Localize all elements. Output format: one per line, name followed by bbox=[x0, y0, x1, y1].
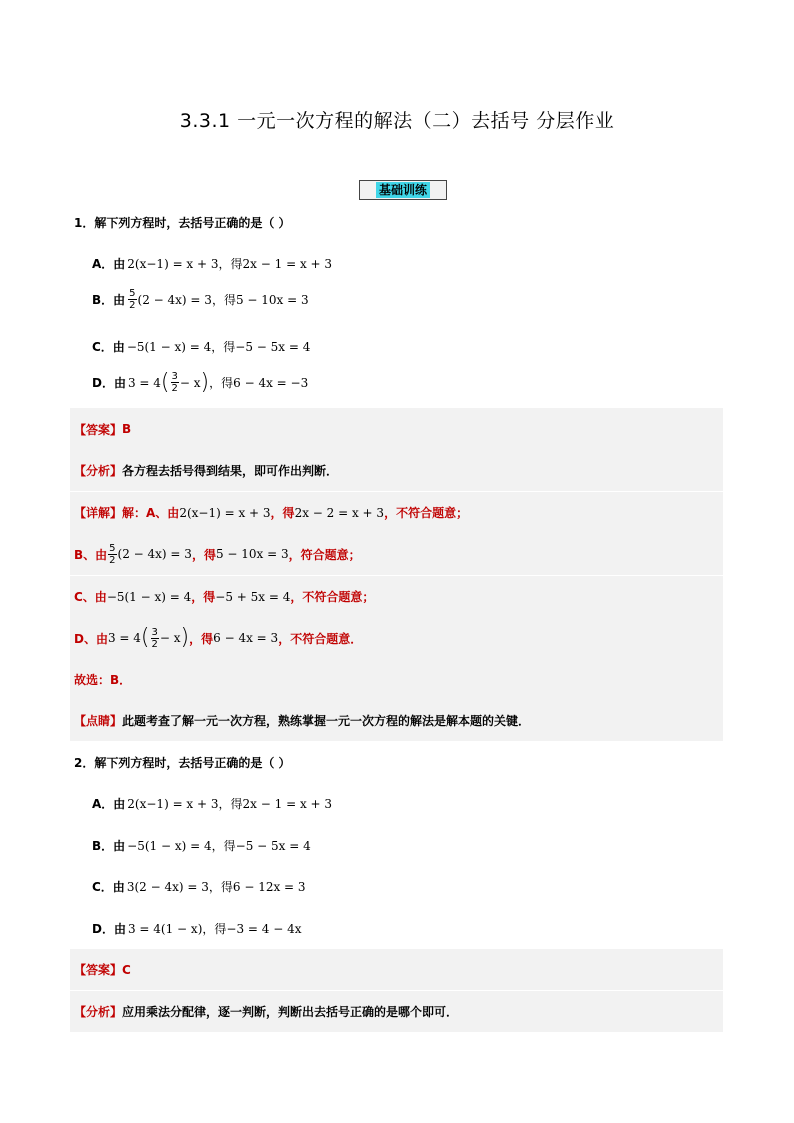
choice-tag: 故选： bbox=[74, 673, 111, 687]
q2-option-c-label: C．由 bbox=[92, 880, 125, 894]
answer-value: B bbox=[122, 422, 132, 436]
detail-b-sep: ，得 bbox=[191, 547, 216, 562]
answer-tag: 【答案】 bbox=[74, 422, 123, 437]
detail-c-pre: C、由 bbox=[74, 590, 107, 604]
detail-c-result: −5 + 5x = 4 bbox=[215, 589, 291, 604]
q1-option-a-label: A．由 bbox=[92, 257, 126, 271]
question-1-stem: 1．解下列方程时，去括号正确的是（ ） bbox=[74, 216, 291, 230]
right-paren: ) bbox=[200, 369, 210, 395]
fraction-numerator: 3 bbox=[171, 371, 178, 382]
detail-a-post: ，不符合题意； bbox=[384, 506, 469, 520]
detail-b-fraction bbox=[108, 543, 116, 566]
q1-option-a-result: 2x − 1 = x + 3 bbox=[242, 256, 333, 271]
choice-value: B． bbox=[110, 673, 132, 687]
left-paren: ( bbox=[160, 369, 170, 395]
section-badge-label: 基础训练 bbox=[376, 182, 430, 198]
q2-option-a-equation: 2(x−1) = x + 3 bbox=[127, 796, 219, 811]
q1-option-c bbox=[92, 338, 310, 355]
detail-c-sep: ，得 bbox=[191, 590, 216, 604]
detail-a-result: 2x − 2 = x + 3 bbox=[294, 505, 385, 520]
section-badge bbox=[359, 180, 447, 200]
q1-option-d-lhs: 3 = 4 bbox=[127, 375, 161, 390]
analysis-tag: 【分析】 bbox=[74, 464, 123, 478]
q2-analysis-row bbox=[70, 991, 723, 1032]
q2-answer-row bbox=[70, 949, 723, 990]
detail-d-result: 6 − 4x = 3 bbox=[213, 631, 279, 645]
q2-option-a-sep: ，得 bbox=[218, 797, 243, 811]
fraction-numerator: 3 bbox=[151, 626, 158, 638]
q1-option-a-equation: 2(x−1) = x + 3 bbox=[127, 256, 219, 271]
q2-option-b-sep: ，得 bbox=[211, 839, 236, 853]
q2-option-a-result: 2x − 1 = x + 3 bbox=[242, 796, 333, 811]
q1-option-c-label: C．由 bbox=[92, 340, 125, 354]
comment-tag: 【点睛】 bbox=[74, 714, 123, 728]
fraction-numerator: 5 bbox=[129, 288, 136, 299]
q1-option-d-sep: ，得 bbox=[209, 376, 234, 390]
left-paren: ( bbox=[140, 625, 150, 650]
q2-option-c-sep: ，得 bbox=[208, 880, 233, 894]
q1-option-c-equation: −5(1 − x) = 4 bbox=[126, 339, 212, 354]
detail-b-equation: (2 − 4x) = 3 bbox=[117, 547, 192, 561]
detail-d-post: ，不符合题意． bbox=[278, 631, 363, 646]
fraction-denominator: 2 bbox=[129, 300, 136, 311]
question-2-stem: 2．解下列方程时，去括号正确的是（ ） bbox=[74, 756, 291, 770]
q2-option-c-equation: 3(2 − 4x) = 3 bbox=[126, 879, 209, 894]
q1-option-d-label: D．由 bbox=[92, 376, 126, 390]
fraction-denominator: 2 bbox=[109, 554, 116, 566]
q2-option-d-label: D．由 bbox=[92, 922, 126, 936]
q2-option-b-result: −5 − 5x = 4 bbox=[235, 838, 311, 853]
q1-answer-row bbox=[70, 408, 723, 450]
fraction-numerator: 5 bbox=[109, 542, 116, 554]
q1-option-c-result: −5 − 5x = 4 bbox=[235, 339, 311, 354]
q1-option-d bbox=[92, 371, 308, 394]
q2-option-d bbox=[92, 920, 301, 937]
q1-choice-row bbox=[70, 659, 723, 700]
fraction-denominator: 2 bbox=[151, 638, 158, 650]
q1-option-b-result: 5 − 10x = 3 bbox=[235, 292, 309, 307]
q1-detail-b-row bbox=[70, 533, 723, 575]
comment-text: 此题考查了解一元一次方程，熟练掌握一元一次方程的解法是解本题的关键． bbox=[122, 714, 531, 728]
q1-option-b bbox=[92, 288, 309, 311]
q1-option-b-equation: (2 − 4x) = 3 bbox=[137, 292, 212, 307]
q1-option-d-term: − x bbox=[179, 375, 201, 390]
q1-option-b-fraction bbox=[128, 288, 136, 311]
q1-option-c-sep: ，得 bbox=[211, 340, 236, 354]
detail-a-pre: 解：A、由 bbox=[122, 506, 180, 520]
q2-option-c bbox=[92, 878, 306, 895]
q1-option-a bbox=[92, 255, 332, 272]
answer-value: C bbox=[122, 962, 131, 977]
analysis-tag: 【分析】 bbox=[74, 1005, 123, 1019]
q1-detail-d-row bbox=[70, 617, 723, 659]
q1-option-d-result: 6 − 4x = −3 bbox=[233, 375, 309, 390]
q1-option-a-sep: ，得 bbox=[218, 257, 243, 271]
q2-option-a-label: A．由 bbox=[92, 797, 126, 811]
q1-detail-a-row bbox=[70, 492, 723, 533]
q1-option-d-fraction bbox=[171, 371, 179, 394]
q2-option-d-sep: ，得 bbox=[202, 922, 227, 936]
q2-option-a bbox=[92, 795, 332, 812]
detail-a-equation: 2(x−1) = x + 3 bbox=[179, 505, 271, 520]
q2-option-b-equation: −5(1 − x) = 4 bbox=[127, 838, 212, 853]
answer-tag: 【答案】 bbox=[74, 963, 123, 977]
q1-comment-row bbox=[70, 700, 723, 741]
detail-b-post: ，符合题意； bbox=[288, 547, 361, 562]
fraction-denominator: 2 bbox=[171, 383, 178, 394]
detail-d-pre: D、由 bbox=[74, 631, 108, 646]
q2-option-d-result: −3 = 4 − 4x bbox=[226, 921, 302, 936]
detail-b-result: 5 − 10x = 3 bbox=[215, 547, 289, 561]
right-paren: ) bbox=[180, 625, 190, 650]
q2-option-c-result: 6 − 12x = 3 bbox=[232, 879, 306, 894]
detail-tag: 【详解】 bbox=[74, 506, 123, 520]
q2-option-d-equation: 3 = 4(1 − x) bbox=[127, 921, 203, 936]
q1-analysis-row bbox=[70, 450, 723, 491]
analysis-text: 各方程去括号得到结果，即可作出判断． bbox=[122, 464, 339, 478]
detail-d-fraction bbox=[151, 627, 159, 650]
q1-option-b-sep: ，得 bbox=[211, 293, 236, 307]
detail-d-term: − x bbox=[159, 631, 181, 645]
q2-option-b bbox=[92, 837, 311, 854]
detail-c-post: ，不符合题意； bbox=[290, 590, 375, 604]
detail-b-pre: B、由 bbox=[74, 547, 108, 562]
analysis-text: 应用乘法分配律，逐一判断，判断出去括号正确的是哪个即可． bbox=[122, 1005, 459, 1019]
q1-detail-c-row bbox=[70, 576, 723, 617]
q1-option-b-label: B．由 bbox=[92, 293, 126, 307]
q2-option-b-label: B．由 bbox=[92, 839, 126, 853]
page-title: 3.3.1 一元一次方程的解法（二）去括号 分层作业 bbox=[179, 110, 615, 132]
detail-d-lhs: 3 = 4 bbox=[107, 631, 141, 645]
detail-d-sep: ，得 bbox=[189, 631, 214, 646]
detail-a-sep: ，得 bbox=[270, 506, 295, 520]
detail-c-equation: −5(1 − x) = 4 bbox=[106, 589, 192, 604]
